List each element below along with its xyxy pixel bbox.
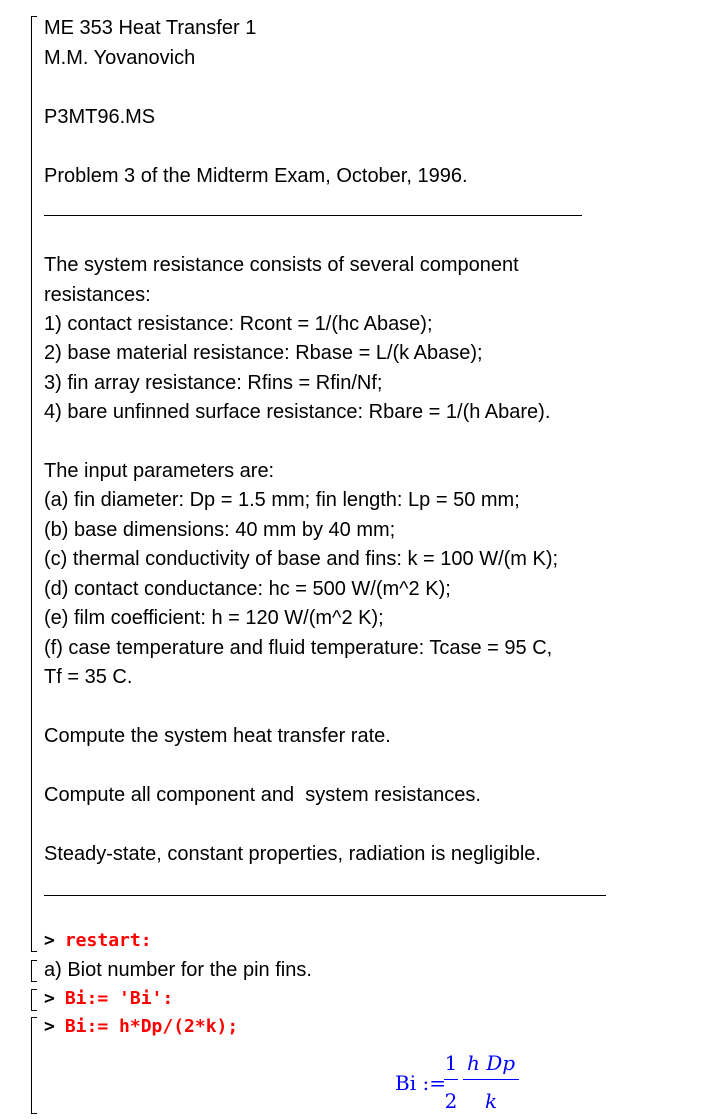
coef-denominator: 2: [444, 1089, 458, 1113]
file-name: P3MT96.MS: [44, 106, 156, 128]
frac-denominator: k: [484, 1089, 498, 1113]
prompt-symbol: >: [44, 988, 55, 1009]
command-bi-define[interactable]: Bi:= h*Dp/(2*k);: [64, 1016, 239, 1037]
prompt-symbol: >: [44, 1016, 55, 1037]
prompt-symbol: >: [44, 930, 55, 951]
input-line-bi-unassign[interactable]: [44, 987, 173, 1011]
parameter-item: (c) thermal conductivity of base and fins: k = 100 W/(m K);: [44, 548, 559, 570]
divider-top: [44, 215, 582, 216]
resistance-item: 4) bare unfinned surface resistance: Rbare = 1/(h Abare).: [44, 401, 551, 423]
resistance-item: 2) base material resistance: Rbase = L/(k Abase);: [44, 342, 483, 364]
input-line-restart[interactable]: [44, 929, 152, 953]
resistance-item: 3) fin array resistance: Rfins = Rfin/Nf;: [44, 372, 383, 394]
section-a-label: a) Biot number for the pin fins.: [44, 959, 312, 981]
task-line: Compute all component and system resistances.: [44, 784, 481, 806]
input-line-bi-define[interactable]: [44, 1015, 238, 1039]
description-line: resistances:: [44, 284, 151, 306]
problem-heading: Problem 3 of the Midterm Exam, October, 1996.: [44, 165, 468, 187]
parameter-item: (f) case temperature and fluid temperature: Tcase = 95 C,: [44, 637, 553, 659]
divider-bottom: [44, 895, 606, 896]
assumptions-line: Steady-state, constant properties, radiation is negligible.: [44, 843, 541, 865]
course-title: ME 353 Heat Transfer 1: [44, 17, 257, 39]
task-line: Compute the system heat transfer rate.: [44, 725, 391, 747]
output-lhs: Bi :=: [395, 1071, 446, 1095]
parameter-item: (e) film coefficient: h = 120 W/(m^2 K);: [44, 607, 384, 629]
resistance-item: 1) contact resistance: Rcont = 1/(hc Abase);: [44, 313, 433, 335]
group-bracket-section-a: [31, 960, 37, 982]
group-bracket-text: [31, 16, 37, 952]
command-restart[interactable]: restart:: [64, 930, 152, 951]
parameter-item: Tf = 35 C.: [44, 666, 133, 688]
parameters-heading: The input parameters are:: [44, 460, 275, 482]
parameter-item: (b) base dimensions: 40 mm by 40 mm;: [44, 519, 396, 541]
group-bracket-bi-unassign: [31, 989, 37, 1011]
command-bi-unassign[interactable]: Bi:= 'Bi':: [64, 988, 174, 1009]
coef-numerator: 1: [444, 1051, 458, 1075]
parameter-item: (d) contact conductance: hc = 500 W/(m^2 K);: [44, 578, 451, 600]
frac-fraction-bar: [463, 1079, 519, 1080]
frac-numerator: h Dp: [466, 1051, 516, 1075]
author-name: M.M. Yovanovich: [44, 47, 196, 69]
description-line: The system resistance consists of several component: [44, 254, 519, 276]
group-bracket-bi-define: [31, 1017, 37, 1114]
parameter-item: (a) fin diameter: Dp = 1.5 mm; fin length: Lp = 50 mm;: [44, 489, 520, 511]
coef-fraction-bar: [444, 1079, 458, 1080]
